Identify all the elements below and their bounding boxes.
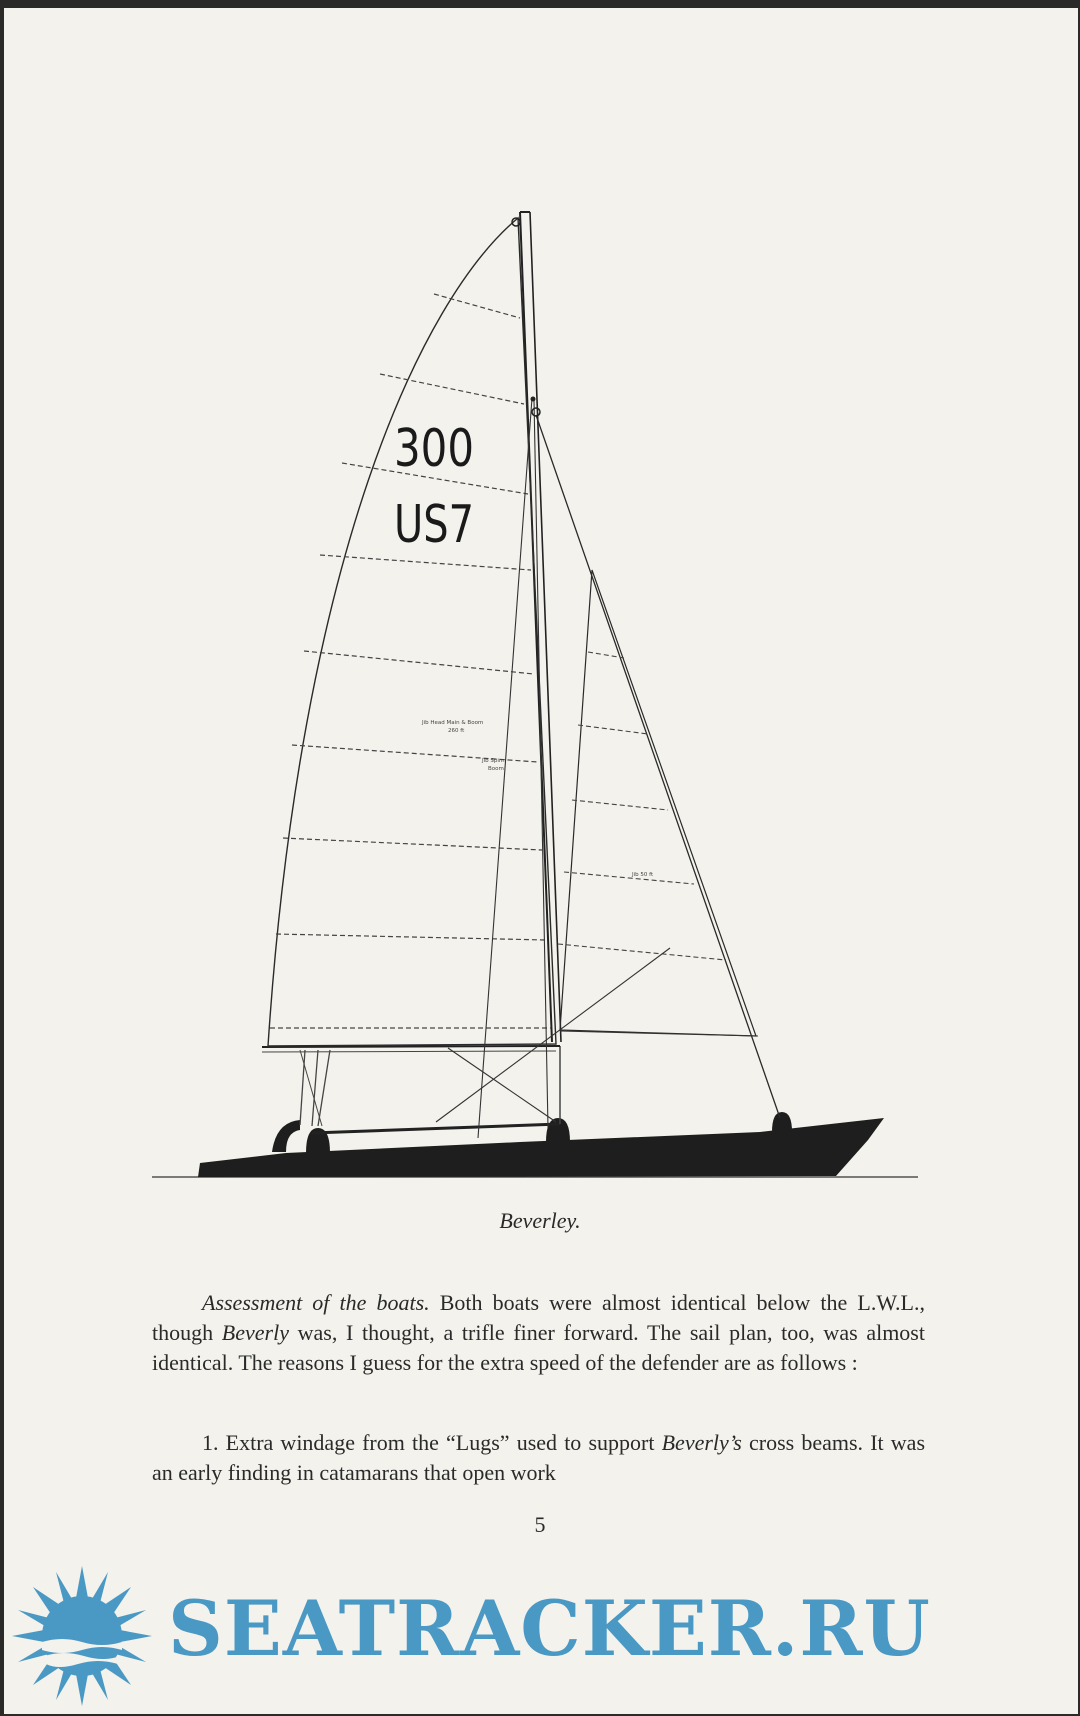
mast: [520, 212, 552, 1042]
sail-number-bottom: US7: [394, 495, 474, 555]
forestay: [536, 415, 780, 1118]
boat-name: Beverly: [221, 1320, 289, 1345]
beam-mount-mid: [546, 1118, 570, 1142]
svg-text:Jib Spinn: Jib Spinn: [482, 758, 506, 764]
watermark-text: SEATRACKER.RU: [168, 1584, 931, 1673]
beam-mount-bow: [772, 1112, 792, 1132]
stern-fitting: [272, 1120, 300, 1152]
paragraph-reason-1: [152, 1428, 925, 1488]
svg-text:260 ft: 260 ft: [448, 728, 465, 734]
reason-text-a: 1. Extra windage from the “Lugs” used to support: [202, 1430, 662, 1455]
mainsail: [268, 218, 556, 1046]
paragraph-assessment: [152, 1288, 925, 1378]
figure-caption: Beverley.: [499, 1208, 581, 1233]
page-number: 5: [534, 1512, 546, 1537]
paragraph-text-b: was, I thought, a trifle finer forward. The sail plan, too, was almost identical. The reasons I guess for the extra speed of the defender are as follows :: [152, 1320, 925, 1375]
sun-icon: [12, 1566, 152, 1706]
sail-number-top: 300: [394, 419, 474, 479]
svg-text:Jib Head Main & Boom: Jib Head Main & Boom: [422, 720, 484, 726]
svg-text:Boom: Boom: [488, 766, 504, 772]
reason-text-b: cross beams. It was an early finding in catamarans that open work: [152, 1430, 925, 1485]
paragraph-text-a: Both boats were almost identical below the L.W.L., though: [152, 1290, 925, 1345]
svg-text:Jib 50 ft: Jib 50 ft: [632, 872, 654, 878]
paragraph-heading: Assessment of the boats.: [202, 1290, 430, 1315]
boat-name-possessive: Beverly’s: [661, 1430, 742, 1455]
